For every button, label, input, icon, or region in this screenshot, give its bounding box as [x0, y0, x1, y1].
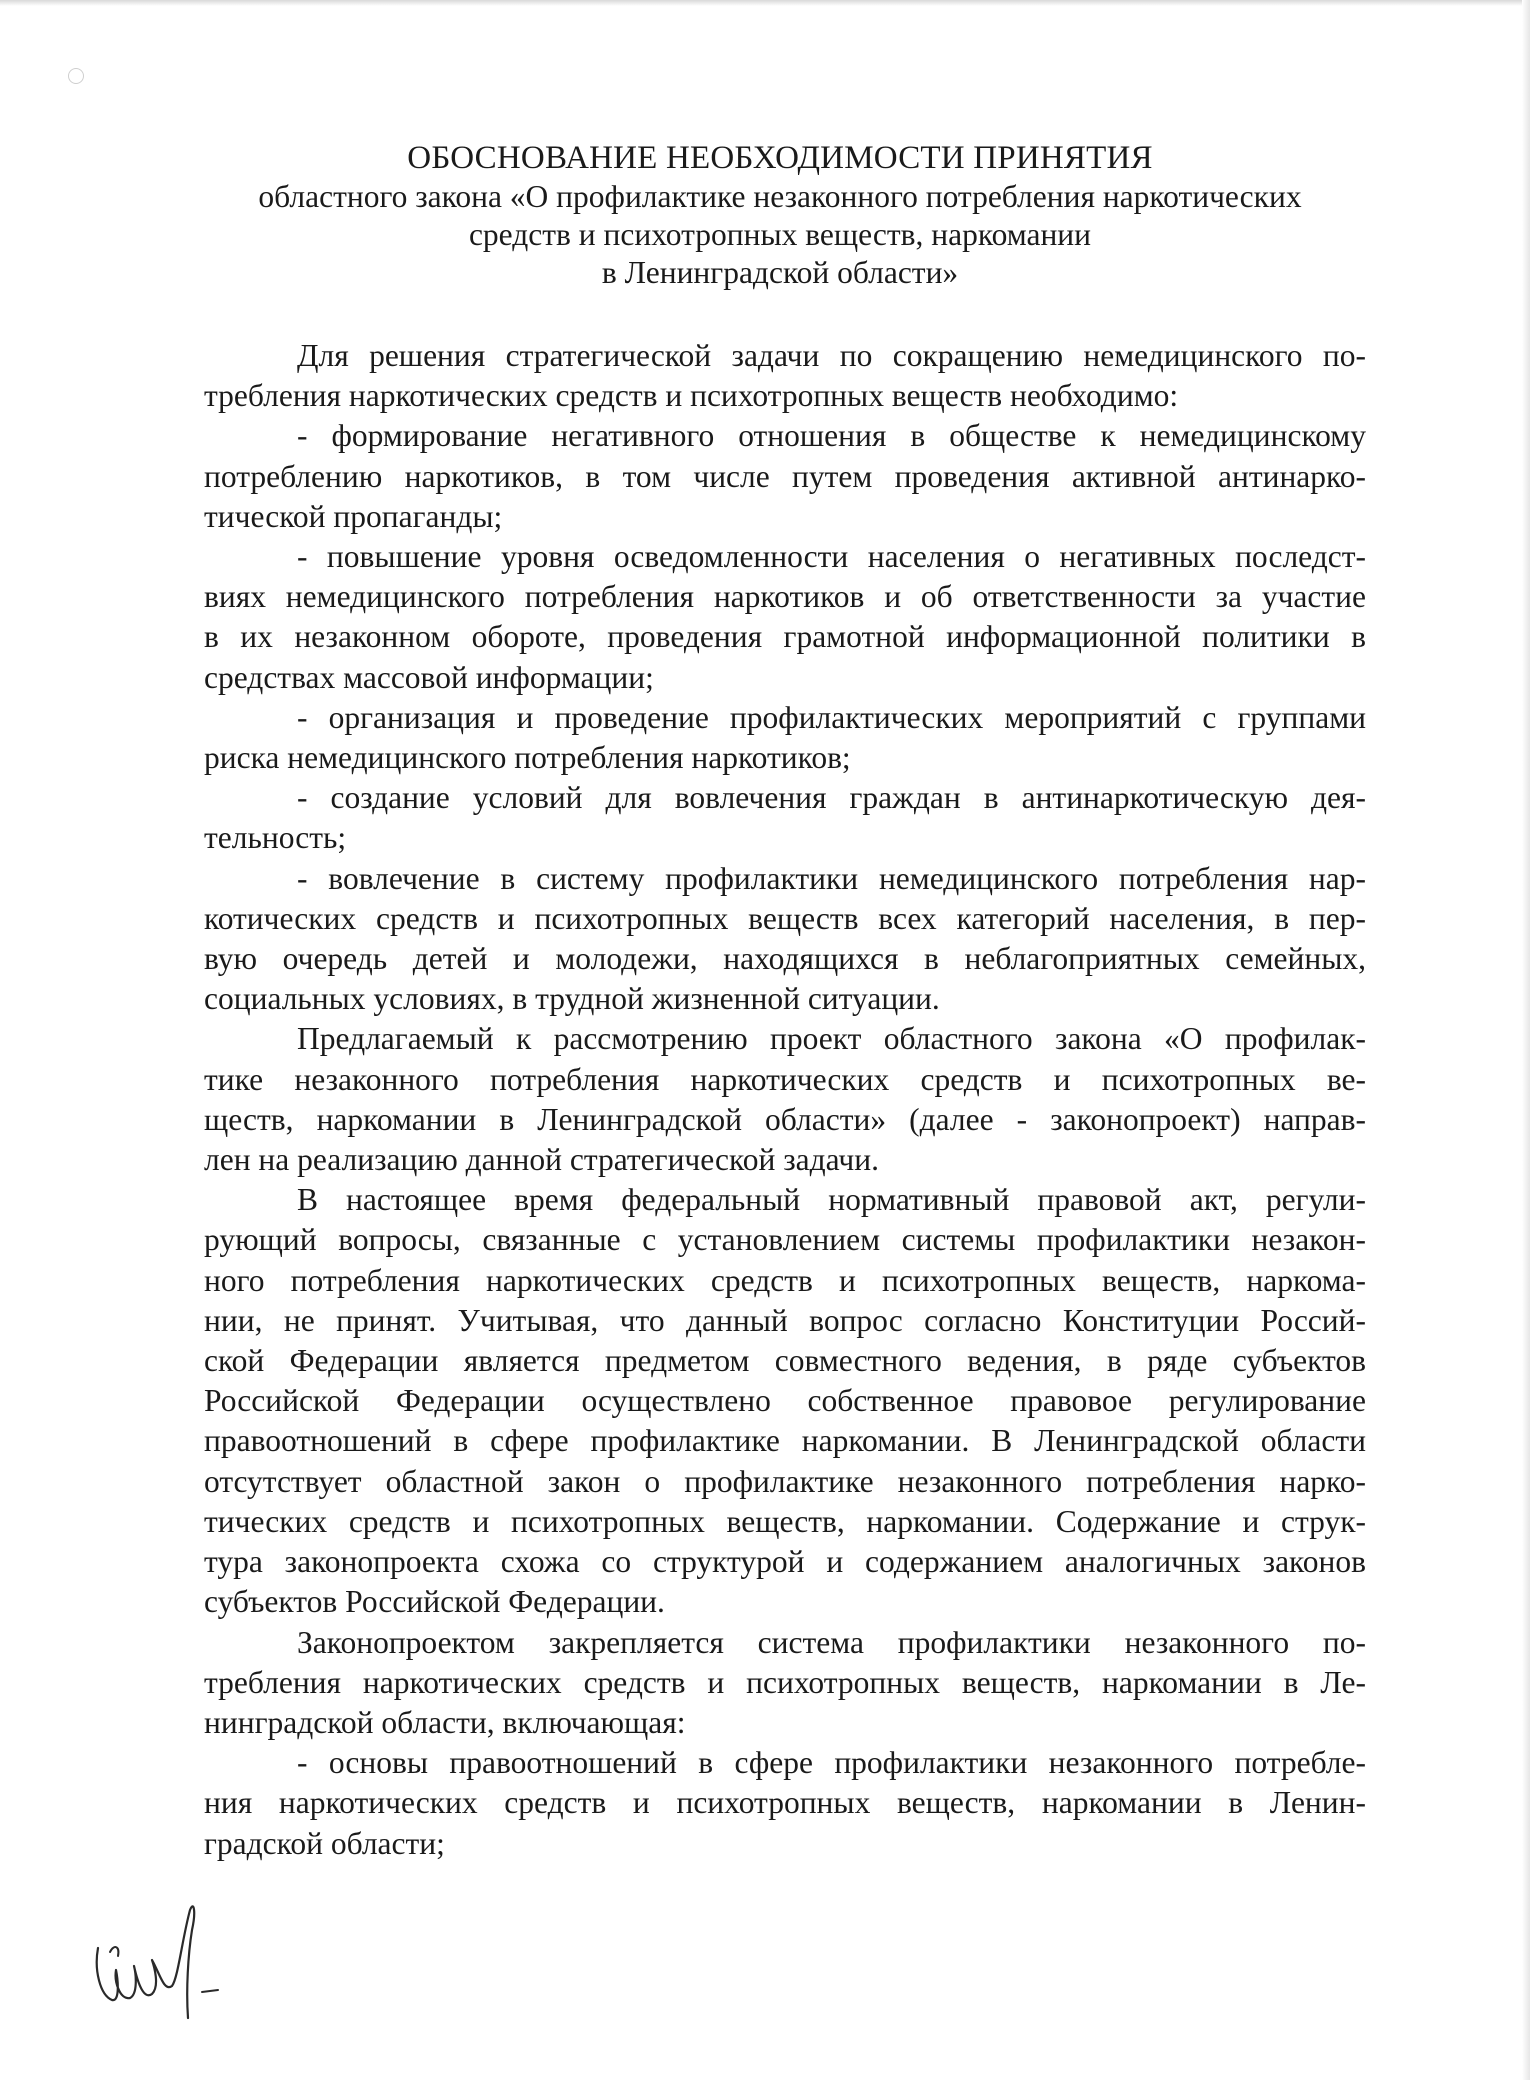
document-subtitle-line: областного закона «О профилактике незаконного потребления наркотических	[258, 179, 1302, 214]
body-text-line: тических средств и психотропных веществ, наркомании. Содержание и струк-	[204, 1503, 1366, 1539]
scan-right-edge	[1522, 0, 1530, 2080]
document-subtitle-line: в Ленинградской области»	[601, 255, 959, 290]
body-text-line: Законопроектом закрепляется система профилактики незаконного по-	[297, 1624, 1366, 1660]
body-text-line: Предлагаемый к рассмотрению проект областного закона «О профилак-	[297, 1021, 1366, 1057]
body-text-line: ния наркотических средств и психотропных веществ, наркомании в Ленин-	[204, 1785, 1366, 1821]
document-body	[204, 336, 1366, 1864]
body-text-line: В настоящее время федеральный нормативный правовой акт, регули-	[297, 1182, 1366, 1218]
body-text-line: - основы правоотношений в сфере профилактики незаконного потребле-	[297, 1745, 1366, 1781]
body-text-line: тельность;	[204, 820, 347, 856]
body-text-line: нинградской области, включающая:	[204, 1704, 686, 1740]
body-text-line: градской области;	[204, 1825, 445, 1861]
body-text-line: потреблению наркотиков, в том числе путем проведения активной антинарко-	[204, 458, 1366, 494]
body-text-line: тической пропаганды;	[204, 498, 503, 534]
body-text-line: социальных условиях, в трудной жизненной ситуации.	[204, 981, 940, 1017]
body-text-line: субъектов Российской Федерации.	[204, 1584, 665, 1620]
body-text-line: в их незаконном обороте, проведения грамотной информационной политики в	[204, 619, 1366, 655]
document-title: ОБОСНОВАНИЕ НЕОБХОДИМОСТИ ПРИНЯТИЯ	[407, 140, 1153, 176]
body-text-line: отсутствует областной закон о профилактике незаконного потребления нарко-	[204, 1463, 1366, 1499]
body-text-line: требления наркотических средств и психотропных веществ, наркомании в Ле-	[204, 1664, 1366, 1700]
body-text-line: Для решения стратегической задачи по сокращению немедицинского по-	[297, 338, 1366, 373]
handwritten-signature	[90, 1900, 230, 2030]
body-text-line: ного потребления наркотических средств и психотропных веществ, наркома-	[204, 1262, 1366, 1298]
body-text-line: риска немедицинского потребления наркотиков;	[204, 740, 851, 776]
scan-top-edge	[0, 0, 1530, 6]
body-text-line: ской Федерации является предметом совместного ведения, в ряде субъектов	[204, 1343, 1366, 1379]
body-text-line: - создание условий для вовлечения граждан в антинаркотическую дея-	[297, 780, 1366, 816]
body-text-line: ществ, наркомании в Ленинградской области» (далее - законопроект) направ-	[204, 1101, 1366, 1137]
body-text-line: нии, не принят. Учитывая, что данный вопрос согласно Конституции Россий-	[204, 1302, 1366, 1338]
body-text-line: требления наркотических средств и психотропных веществ необходимо:	[204, 378, 1179, 414]
body-text-line: вую очередь детей и молодежи, находящихся в неблагоприятных семейных,	[204, 941, 1366, 977]
body-text-line: - организация и проведение профилактических мероприятий с группами	[297, 699, 1366, 735]
body-text-line: - повышение уровня осведомленности населения о негативных последст-	[297, 539, 1366, 575]
body-text-line: - вовлечение в систему профилактики немедицинского потребления нар-	[297, 860, 1366, 896]
document-subtitle-line: средств и психотропных веществ, наркомании	[468, 217, 1092, 252]
body-text-line: котических средств и психотропных веществ всех категорий населения, в пер-	[204, 900, 1366, 936]
body-text-line: лен на реализацию данной стратегической задачи.	[204, 1142, 879, 1178]
body-text-line: правоотношений в сфере профилактике наркомании. В Ленинградской области	[204, 1423, 1366, 1459]
body-text-line: тура законопроекта схожа со структурой и содержанием аналогичных законов	[204, 1544, 1366, 1580]
document-header	[200, 138, 1360, 292]
body-text-line: рующий вопросы, связанные с установлением системы профилактики незакон-	[204, 1222, 1366, 1258]
body-text-line: - формирование негативного отношения в обществе к немедицинскому	[297, 418, 1366, 454]
body-text-line: средствах массовой информации;	[204, 659, 654, 695]
punch-hole-mark	[68, 68, 84, 84]
body-text-line: Российской Федерации осуществлено собственное правовое регулирование	[204, 1383, 1366, 1419]
body-text-line: виях немедицинского потребления наркотиков и об ответственности за участие	[204, 579, 1366, 615]
body-text-line: тике незаконного потребления наркотических средств и психотропных ве-	[204, 1061, 1366, 1097]
